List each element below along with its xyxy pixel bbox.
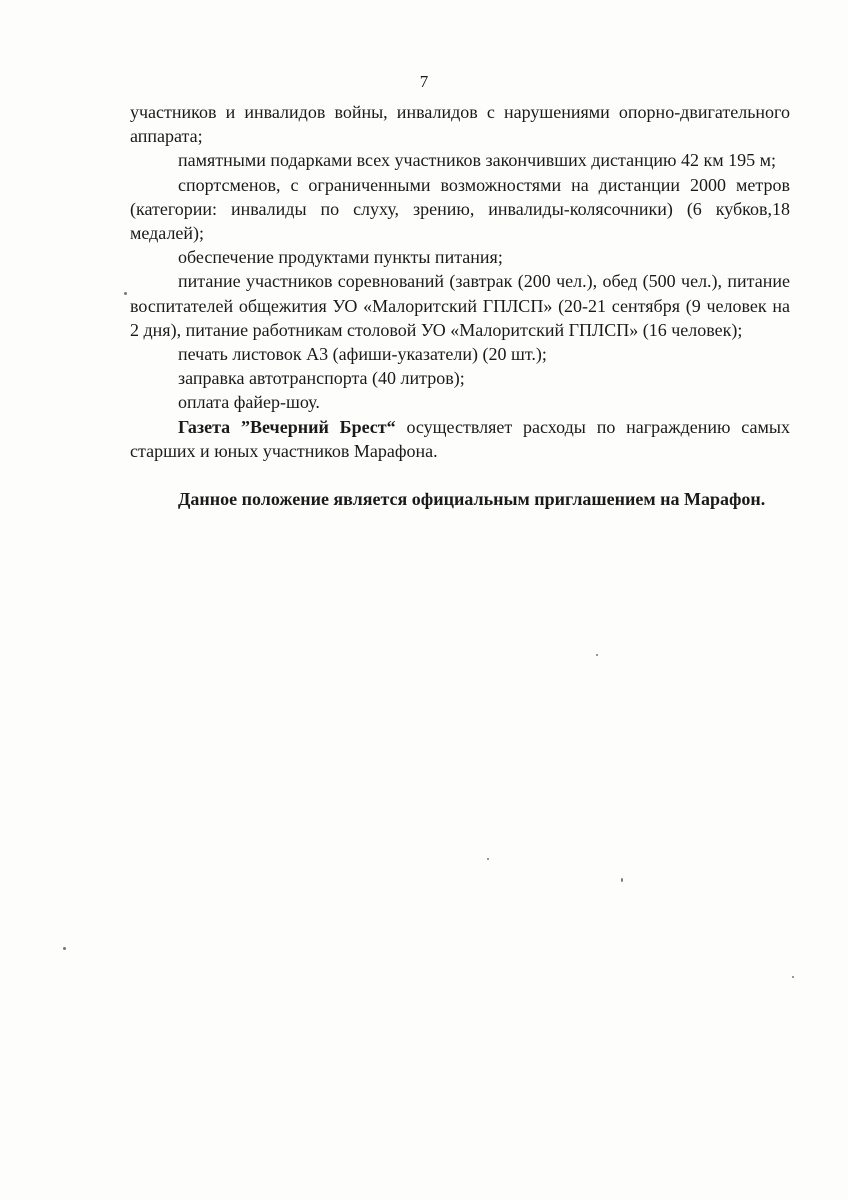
scan-speck [487, 858, 489, 860]
page-number: 7 [419, 72, 429, 91]
newspaper-name: Газета ”Вечерний Брест“ [178, 416, 396, 437]
scan-speck [792, 976, 794, 978]
closing-statement: Данное положение является официальным приглашением на Марафон. [178, 489, 766, 510]
scan-speck [124, 292, 127, 295]
paragraph-souvenirs: памятными подарками всех участников закончивших дистанцию 42 км 195 м; [178, 150, 776, 171]
paragraph-participants-invalids: участников и инвалидов войны, инвалидов с нарушениями опорно-двигательного аппарата; [130, 102, 790, 147]
document-body [130, 100, 790, 511]
scan-speck [621, 878, 623, 882]
paragraph-leaflets: печать листовок А3 (афиши-указатели) (20 шт.); [178, 344, 547, 365]
scan-speck [596, 654, 598, 656]
paragraph-meals: питание участников соревнований (завтрак (200 чел.), обед (500 чел.), питание воспитателей общежития УО «Малоритский ГПЛСП» (20-21 сентября (9 человек на 2 дня), питание работникам столовой УО «Малоритский ГПЛСП» (16 человек); [130, 271, 790, 340]
scan-speck [63, 947, 66, 950]
paragraph-disabled-athletes: спортсменов, с ограниченными возможностями на дистанции 2000 метров (категории: инвалиды по слуху, зрению, инвалиды-колясочники) (6 кубков,18 медалей); [130, 174, 790, 244]
newspaper-text: осуществляет расходы по награждению самых старших и юных участников Марафона. [130, 416, 790, 461]
paragraph-newspaper [130, 415, 790, 463]
paragraph-fire-show: оплата файер-шоу. [178, 392, 320, 413]
paragraph-fuel: заправка автотранспорта (40 литров); [178, 368, 465, 389]
paragraph-food-supply: обеспечение продуктами пункты питания; [178, 247, 503, 268]
